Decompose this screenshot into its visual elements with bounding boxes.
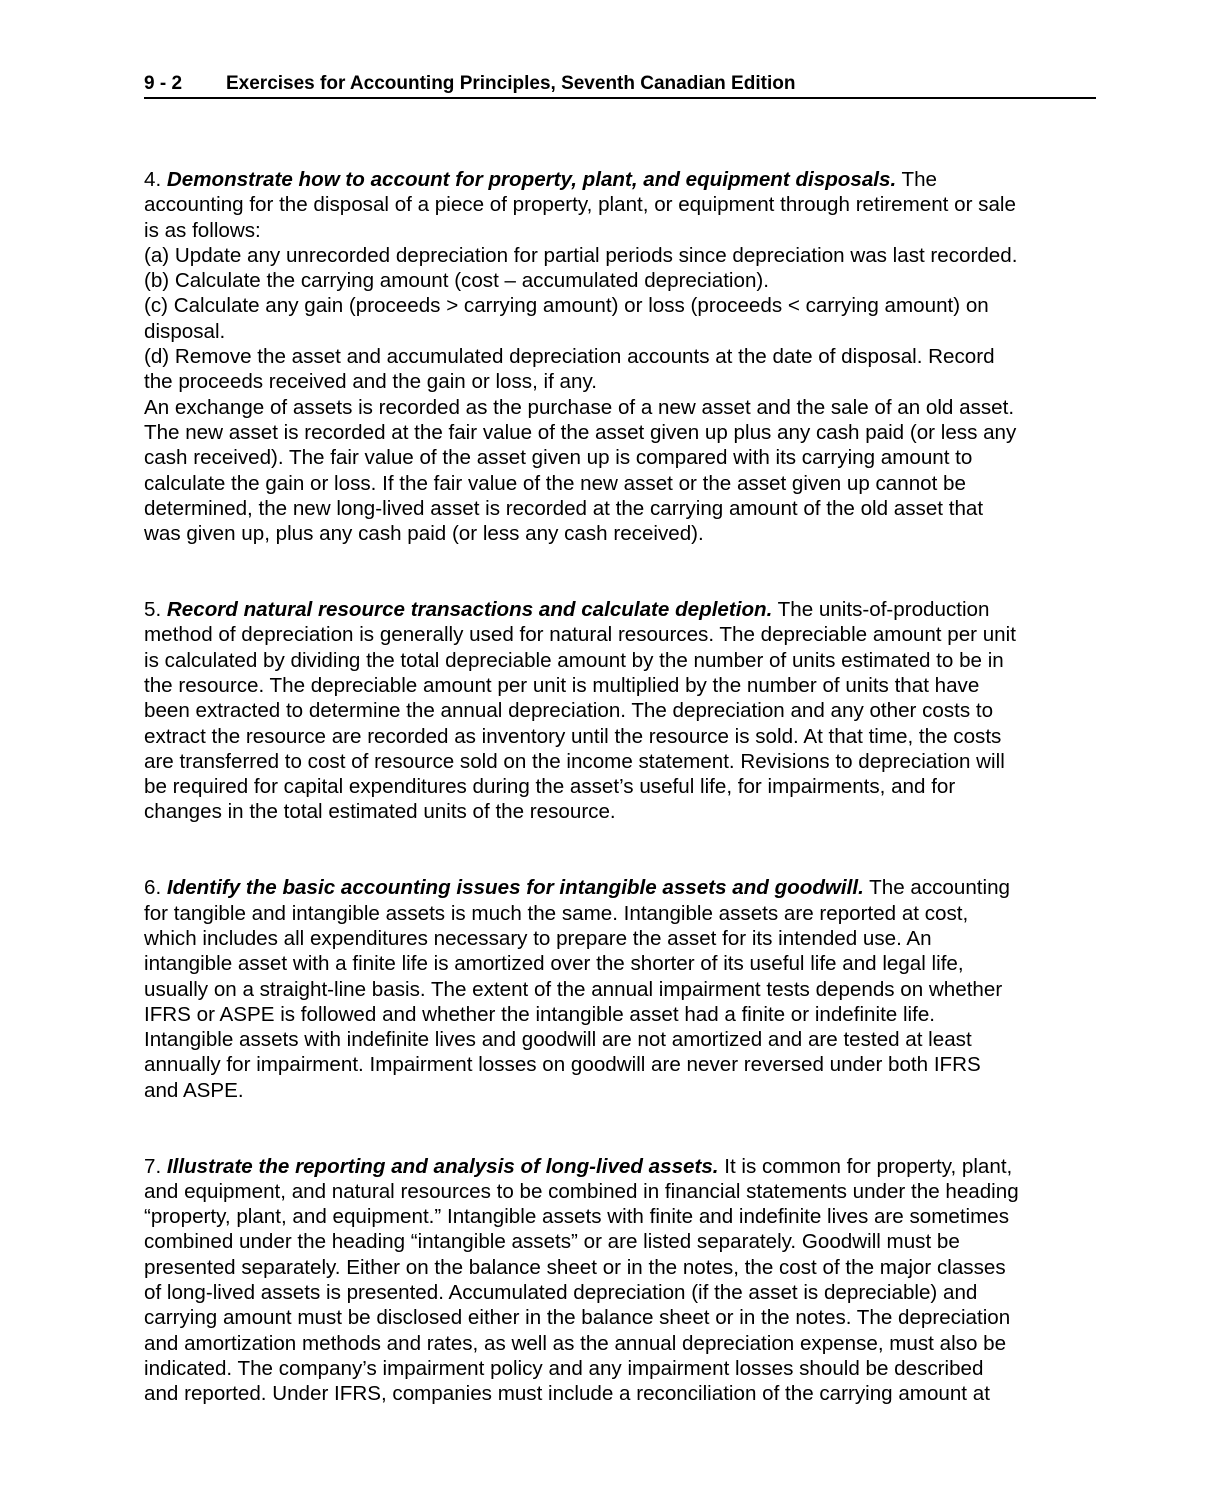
paragraph-line: is as follows: bbox=[144, 218, 261, 242]
paragraph-line: be required for capital expenditures during the asset’s useful life, for impairments, and for bbox=[144, 775, 956, 799]
paragraph-line bbox=[144, 597, 1084, 622]
objective-heading: Identify the basic accounting issues for intangible assets and goodwill. bbox=[166, 876, 864, 900]
paragraph-line bbox=[144, 1154, 1084, 1179]
paragraph-line: and equipment, and natural resources to be combined in financial statements under the heading bbox=[144, 1179, 1019, 1203]
paragraph-line: method of depreciation is generally used for natural resources. The depreciable amount per unit bbox=[144, 623, 1016, 647]
paragraph-line: the proceeds received and the gain or loss, if any. bbox=[144, 370, 597, 394]
paragraph-line: (a) Update any unrecorded depreciation for partial periods since depreciation was last recorded. bbox=[144, 243, 1018, 267]
paragraph-line: The new asset is recorded at the fair value of the asset given up plus any cash paid (or less any bbox=[144, 420, 1017, 444]
paragraph-line: and amortization methods and rates, as well as the annual depreciation expense, must also be bbox=[144, 1331, 1007, 1355]
objective-heading: Illustrate the reporting and analysis of long-lived assets. bbox=[166, 1154, 719, 1178]
paragraph-text: The bbox=[896, 168, 938, 191]
objective-heading: Record natural resource transactions and calculate depletion. bbox=[166, 598, 773, 622]
book-title: Exercises for Accounting Principles, Seventh Canadian Edition bbox=[226, 73, 796, 94]
paragraph-line: intangible asset with a finite life is amortized over the shorter of its useful life and legal life, bbox=[144, 952, 964, 976]
objective-6-paragraph bbox=[144, 875, 1084, 1103]
objective-5-paragraph bbox=[144, 597, 1084, 825]
objective-number: 4. bbox=[144, 168, 162, 191]
paragraph-line: (b) Calculate the carrying amount (cost – accumulated depreciation). bbox=[144, 269, 769, 293]
paragraph-line: are transferred to cost of resource sold on the income statement. Revisions to depreciation will bbox=[144, 749, 1005, 773]
paragraph-line: and ASPE. bbox=[144, 1078, 244, 1102]
paragraph-line: combined under the heading “intangible assets” or are listed separately. Goodwill must be bbox=[144, 1230, 960, 1254]
objective-heading: Demonstrate how to account for property, plant, and equipment disposals. bbox=[166, 168, 897, 191]
paragraph-line: is calculated by dividing the total depreciable amount by the number of units estimated to be in bbox=[144, 648, 1004, 672]
objective-number: 7. bbox=[144, 1154, 162, 1178]
paragraph-line: IFRS or ASPE is followed and whether the intangible asset had a finite or indefinite life. bbox=[144, 1002, 936, 1026]
objective-number: 6. bbox=[144, 876, 162, 900]
paragraph-line bbox=[144, 167, 1084, 192]
paragraph-text: The accounting bbox=[863, 876, 1010, 900]
paragraph-line: presented separately. Either on the balance sheet or in the notes, the cost of the major classes bbox=[144, 1255, 1006, 1279]
paragraph-line: disposal. bbox=[144, 319, 226, 343]
paragraph-line: determined, the new long-lived asset is recorded at the carrying amount of the old asset that bbox=[144, 496, 984, 520]
paragraph-line: indicated. The company’s impairment policy and any impairment losses should be described bbox=[144, 1356, 984, 1380]
paragraph-line: and reported. Under IFRS, companies must include a reconciliation of the carrying amount at bbox=[144, 1382, 990, 1406]
paragraph-line: usually on a straight-line basis. The extent of the annual impairment tests depends on whether bbox=[144, 977, 1003, 1001]
objective-4-paragraph bbox=[144, 167, 1084, 546]
objective-number: 5. bbox=[144, 598, 162, 622]
paragraph-text: It is common for property, plant, bbox=[718, 1154, 1013, 1178]
paragraph-line: accounting for the disposal of a piece of property, plant, or equipment through retirement or sale bbox=[144, 193, 1016, 217]
paragraph-line: changes in the total estimated units of the resource. bbox=[144, 800, 616, 824]
paragraph-text: The units-of-production bbox=[772, 598, 990, 622]
paragraph-line: of long-lived assets is presented. Accumulated depreciation (if the asset is depreciable) and bbox=[144, 1281, 978, 1305]
paragraph-line: An exchange of assets is recorded as the purchase of a new asset and the sale of an old asset. bbox=[144, 395, 1015, 419]
paragraph-line: annually for impairment. Impairment losses on goodwill are never reversed under both IFRS bbox=[144, 1053, 981, 1077]
page-number: 9 - 2 bbox=[144, 73, 183, 94]
page-header bbox=[144, 71, 1096, 99]
paragraph-line: “property, plant, and equipment.” Intangible assets with finite and indefinite lives are sometimes bbox=[144, 1205, 1010, 1229]
paragraph-line: the resource. The depreciable amount per unit is multiplied by the number of units that have bbox=[144, 673, 980, 697]
paragraph-line: (c) Calculate any gain (proceeds > carrying amount) or loss (proceeds < carrying amount) on bbox=[144, 294, 989, 318]
paragraph-line: for tangible and intangible assets is much the same. Intangible assets are reported at cost, bbox=[144, 901, 969, 925]
paragraph-line: (d) Remove the asset and accumulated depreciation accounts at the date of disposal. Record bbox=[144, 345, 995, 369]
paragraph-line: calculate the gain or loss. If the fair value of the new asset or the asset given up cannot be bbox=[144, 471, 966, 495]
objective-7-paragraph bbox=[144, 1154, 1084, 1407]
paragraph-line: been extracted to determine the annual depreciation. The depreciation and any other costs to bbox=[144, 699, 994, 723]
paragraph-line: cash received). The fair value of the asset given up is compared with its carrying amount to bbox=[144, 446, 973, 470]
paragraph-line: was given up, plus any cash paid (or less any cash received). bbox=[144, 522, 704, 546]
paragraph-line: extract the resource are recorded as inventory until the resource is sold. At that time, the costs bbox=[144, 724, 1002, 748]
paragraph-line: which includes all expenditures necessary to prepare the asset for its intended use. An bbox=[144, 926, 932, 950]
page-body bbox=[144, 167, 1084, 1457]
paragraph-line: Intangible assets with indefinite lives and goodwill are not amortized and are tested at least bbox=[144, 1028, 972, 1052]
paragraph-line bbox=[144, 875, 1084, 900]
paragraph-line: carrying amount must be disclosed either in the balance sheet or in the notes. The depreciation bbox=[144, 1306, 1011, 1330]
